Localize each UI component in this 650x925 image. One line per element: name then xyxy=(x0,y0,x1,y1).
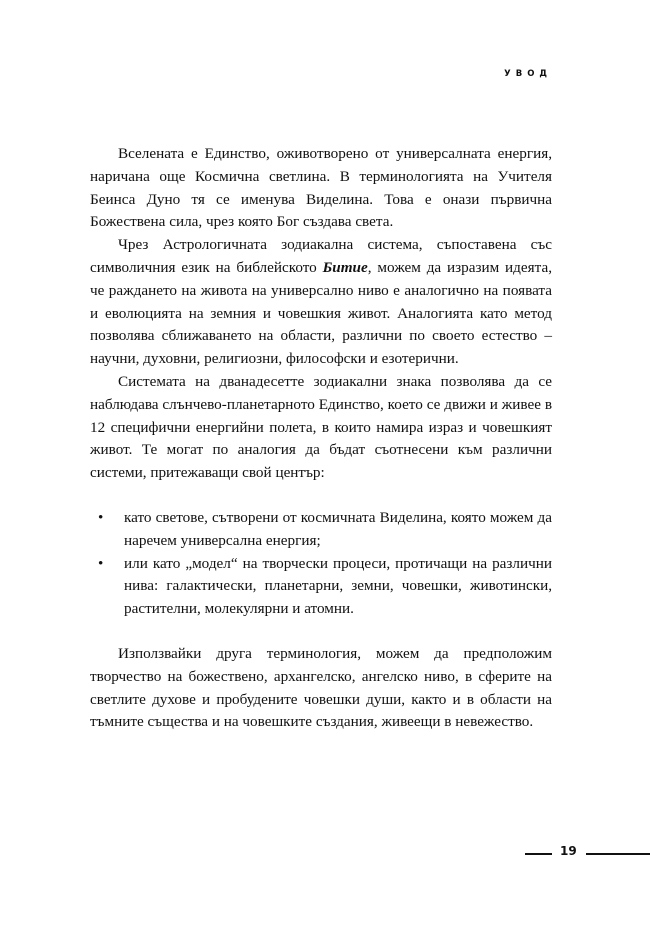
list-item xyxy=(98,507,552,553)
paragraph: Системата на дванадесетте зодиакални знака позволява да се наблюдава слънчево-планетарното Единство, което се движи и живее в 12 специфични енергийни полета, в които намира израз и човешкият живот. Те могат по аналогия да бъдат съотнесени към различни системи, притежаващи свой център: xyxy=(90,372,552,482)
footer-rule-right xyxy=(586,853,650,855)
body-text xyxy=(90,143,552,734)
paragraph-text: , можем да изразим идеята, че раждането на живота на универсално ниво е аналогично на появата и еволюцията на земния и човешкия живот. Аналогията като метод позволява сближаването на области, различни по своето естество – научни, духовни, религиозни, философски и езотерични. xyxy=(90,258,552,368)
emphasized-term: Битие xyxy=(322,258,368,276)
page-footer xyxy=(525,844,650,864)
list-item-text: или като „модел“ на творчески процеси, протичащи на различни нива: галактически, планетарни, земни, човешки, животински, растителни, молекулярни и атомни. xyxy=(124,554,552,618)
page-number: 19 xyxy=(560,844,577,858)
paragraph: Вселената е Единство, оживотворено от универсалната енергия, наричана още Космична светлина. В терминологията на Учителя Беинса Дуно тя се именува Виделина. Това е онази първична Божествена сила, чрез която Бог създава света. xyxy=(90,145,552,231)
list-item xyxy=(98,553,552,621)
paragraph: Използвайки друга терминология, можем да предположим творчество на божествено, архангелско, ангелско ниво, в сферите на светлите духове и пробудените човешки души, както и в области на тъмните същества и на човешките създания, живеещи в невежество. xyxy=(90,644,552,731)
paragraph-text: Чрез Астрологичната зодиакална система, съпоставена със символичния език на библейското xyxy=(90,236,552,276)
bullet-list xyxy=(90,507,552,621)
footer-rule-left xyxy=(525,853,552,855)
running-head: УВОД xyxy=(504,69,552,79)
list-item-text: като светове, сътворени от космичната Виделина, която можем да наречем универсална енергия; xyxy=(124,508,552,549)
bullet-icon: • xyxy=(98,554,104,572)
bullet-icon: • xyxy=(98,508,104,526)
paragraph xyxy=(90,234,552,371)
